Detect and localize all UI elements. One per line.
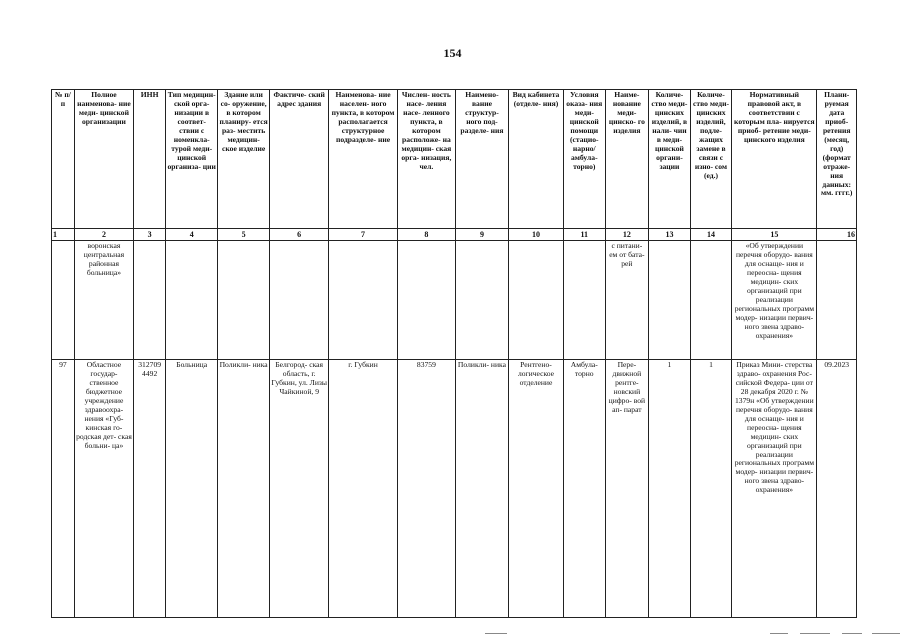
cell-org-name: воронская центральная районная больница» (74, 241, 133, 360)
cell-device: Пере- движной рентге- новский цифро- вой ап- парат (605, 360, 649, 618)
cell-population: 83759 (397, 360, 455, 618)
cell-conditions: Амбула- торно (564, 360, 606, 618)
column-number: 14 (690, 229, 732, 241)
cell-org-name: Областное государ- ственное бюджетное учреждение здравоохра- нения «Губ- кинская го- родская дет- ская больни- ца» (74, 360, 133, 618)
column-number: 16 (817, 229, 857, 241)
column-number: 11 (564, 229, 606, 241)
cell-planned-date (817, 241, 857, 360)
cell-cabinet: Рентгено- логическое отделение (508, 360, 563, 618)
cell-number: 97 (52, 360, 75, 618)
cell-qty-replace (690, 241, 732, 360)
scan-edge-marks (0, 633, 905, 637)
cell-qty-replace: 1 (690, 360, 732, 618)
cell-building (218, 241, 270, 360)
page-number: 154 (443, 46, 462, 60)
table-header-row (52, 90, 857, 229)
table-row (52, 241, 857, 360)
column-number: 10 (508, 229, 563, 241)
header-cell-number: № п/п (52, 90, 75, 229)
cell-org-type: Больница (166, 360, 218, 618)
column-number: 9 (455, 229, 508, 241)
cell-locality (329, 241, 398, 360)
column-number: 2 (74, 229, 133, 241)
header-cell-cabinet: Вид кабинета (отделе- ния) (508, 90, 563, 229)
column-number: 8 (397, 229, 455, 241)
cell-legal-act: «Об утверждении перечня оборудо- вания для оснаще- ния и переосна- щения медицин- ских организаций при реализации региональных программ модер- низации первич- ного звена здраво- охранения» (732, 241, 817, 360)
cell-cabinet (508, 241, 563, 360)
header-cell-population: Числен- ность насе- ления насе- ленного пункта, в котором расположе- на медицин- ская орга- низация, чел. (397, 90, 455, 229)
header-cell-legal-act: Нормативный правовой акт, в соответствии с которым пла- нируется приоб- ретение меди- цинского изделия (732, 90, 817, 229)
cell-org-type (166, 241, 218, 360)
cell-inn: 312709 4492 (134, 360, 166, 618)
header-cell-planned-date: Плани- руемая дата приоб- ретения (месяц, год) (формат отраже- ния данных: мм. гггг.) (817, 90, 857, 229)
header-cell-org-name: Полное наименова- ние меди- цинской организации (74, 90, 133, 229)
cell-legal-act: Приказ Мини- стерства здраво- охранения Рос- сийской Федера- ции от 28 декабря 2020 г. № 1379н «Об утверждении перечня оборудо- вания для оснаще- ния и переосна- щения медицин- ских организаций при реализации региональных программ модер- низации первич- ного звена здраво- охранения» (732, 360, 817, 618)
table-row (52, 360, 857, 618)
cell-population (397, 241, 455, 360)
cell-building: Поликли- ника (218, 360, 270, 618)
header-cell-org-type: Тип медицин- ской орга- низации в соответ- ствии с номенкла- турой меди- цинской организа- ции (166, 90, 218, 229)
cell-address (270, 241, 329, 360)
cell-inn (134, 241, 166, 360)
column-number: 15 (732, 229, 817, 241)
header-cell-locality: Наименова- ние населен- ного пункта, в котором располагается структурное подразделе- ние (329, 90, 398, 229)
cell-planned-date: 09.2023 (817, 360, 857, 618)
equipment-table (51, 89, 857, 618)
column-number: 12 (605, 229, 649, 241)
column-number: 1 (52, 229, 75, 241)
column-number: 4 (166, 229, 218, 241)
cell-subdivision (455, 241, 508, 360)
column-number: 13 (649, 229, 691, 241)
cell-number (52, 241, 75, 360)
cell-locality: г. Губкин (329, 360, 398, 618)
header-cell-subdivision: Наимено- вание структур- ного под- разделе- ния (455, 90, 508, 229)
header-cell-device: Наиме- нование меди- цинско- го изделия (605, 90, 649, 229)
header-cell-conditions: Условия оказа- ния меди- цинской помощи (стацио- нарно/ амбула- торно) (564, 90, 606, 229)
column-number: 7 (329, 229, 398, 241)
cell-address: Белгород- ская область, г. Губкин, ул. Лизы Чайкиной, 9 (270, 360, 329, 618)
column-number: 6 (270, 229, 329, 241)
column-number: 3 (134, 229, 166, 241)
header-cell-inn: ИНН (134, 90, 166, 229)
cell-conditions (564, 241, 606, 360)
header-cell-qty-replace: Количе- ство меди- цинских изделий, подле- жащих замене в связи с изно- сом (ед.) (690, 90, 732, 229)
cell-subdivision: Поликли- ника (455, 360, 508, 618)
header-cell-qty-available: Количе- ство меди- цинских изделий, в нали- чии в меди- цинской органи- зации (649, 90, 691, 229)
header-cell-address: Фактиче- ский адрес здания (270, 90, 329, 229)
column-number: 5 (218, 229, 270, 241)
header-cell-building: Здание или со- оружение, в котором планиру- ется раз- местить медицин- ское изделие (218, 90, 270, 229)
column-number-row (52, 229, 857, 241)
cell-qty-available: 1 (649, 360, 691, 618)
cell-device: с питани- ем от бата- рей (605, 241, 649, 360)
cell-qty-available (649, 241, 691, 360)
